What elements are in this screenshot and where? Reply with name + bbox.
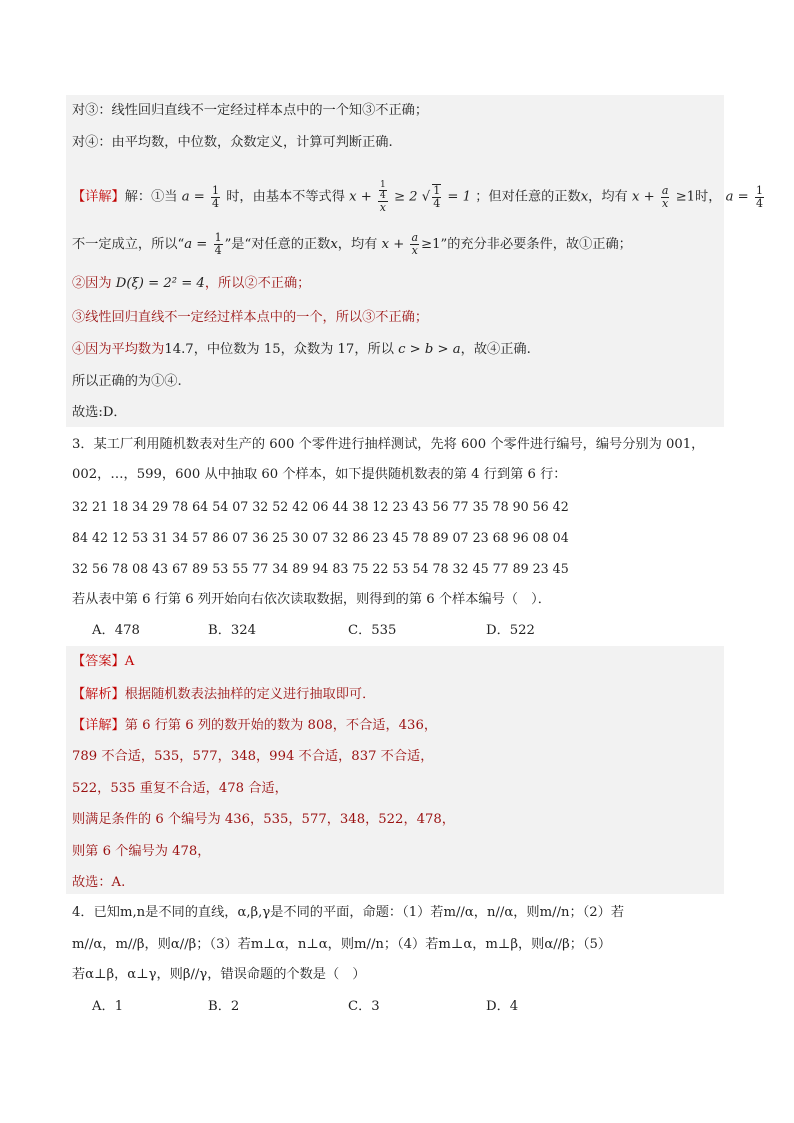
q4-stem-1: 4．已知m,n是不同的直线，α,β,γ是不同的平面，命题：（1）若m//α，n//α，则m//n；（2）若 xyxy=(72,905,625,920)
q4-option-c: C．3 xyxy=(348,999,380,1014)
solution-line-4: 对④：由平均数，中位数，众数定义，计算可判断正确. xyxy=(72,135,393,150)
math-x-2: x xyxy=(330,237,338,252)
fraction-one-quarter: $\frac{1}{4}$ xyxy=(212,183,220,210)
q3-random-row-6: 32 56 78 08 43 67 89 53 55 77 34 89 94 83 75 22 53 54 78 32 45 77 89 23 45 xyxy=(72,561,569,576)
math-mean: 14.7 xyxy=(164,342,194,357)
math-inequality: c > b > a xyxy=(398,342,461,357)
q4-option-d: D．4 xyxy=(486,999,519,1014)
q4-option-b: B．2 xyxy=(208,999,240,1014)
detail-tag: 【详解】 xyxy=(72,189,125,205)
math-variance: D(ξ) = 2² = 4 xyxy=(115,276,205,291)
q3-ask: 若从表中第 6 行第 6 列开始向右依次读取数据，则得到的第 6 个样本编号（ ）． xyxy=(72,592,551,607)
q3-analysis xyxy=(72,686,375,704)
detail-line-3 xyxy=(72,275,310,293)
l6-text-b: ”是“对任意的正数 xyxy=(224,237,331,252)
q3-option-c: C．535 xyxy=(348,623,397,638)
detail-text-d: ，均有 xyxy=(588,189,628,205)
q3-detail-3: 522，535 重复不合适，478 合适， xyxy=(72,781,288,796)
q3-option-d: D．522 xyxy=(486,623,535,638)
math-a-eq-2: a = xyxy=(725,189,749,205)
q3-detail-tag: 【详解】 xyxy=(72,718,125,733)
math-eq1: = 1 xyxy=(447,189,472,205)
l9-text-a: ④因为平均数为 xyxy=(72,342,165,357)
l7-text-a: ②因为 xyxy=(72,276,112,291)
math-a-eq-3: a = xyxy=(184,237,208,252)
q3-stem-2: 002，…，599，600 从中抽取 60 个样本，如下提供随机数表的第 4 行到第 6 行： xyxy=(72,467,567,482)
q3-detail-1 xyxy=(72,717,437,735)
detail-line-7: 故选:D． xyxy=(72,405,127,420)
q3-answer: 【答案】A xyxy=(72,654,135,669)
q3-random-row-4: 32 21 18 34 29 78 64 54 07 32 52 42 06 44 38 12 23 43 56 77 35 78 90 56 42 xyxy=(72,499,569,514)
detail-line-1 xyxy=(72,180,766,214)
math-ge2: ≥ 2 xyxy=(393,189,418,205)
fraction-one-quarter-3: $\frac{1}{4}$ xyxy=(214,231,222,257)
fraction-a-over-x-2: $\frac{a}{x}$ xyxy=(411,231,419,257)
q4-stem-2: m//α，m//β，则α//β；（3）若m⊥α，n⊥α，则m//n；（4）若m⊥α，m⊥β，则α//β；（5） xyxy=(72,937,612,952)
math-x: x xyxy=(580,189,589,205)
fraction-quarter-over-x: 1 4 x xyxy=(379,180,386,214)
q3-detail-2: 789 不合适，535，577，348，994 不合适，837 不合适， xyxy=(72,749,434,764)
fraction-sqrt-quarter: $\frac{1}{4}$ xyxy=(433,184,441,210)
detail-line-5 xyxy=(72,341,531,359)
q3-random-row-5: 84 42 12 53 31 34 57 86 07 36 25 30 07 32 86 23 45 78 89 07 23 68 96 08 04 xyxy=(72,530,569,545)
math-a-eq: a = xyxy=(181,189,205,205)
detail-line-6: 所以正确的为①④. xyxy=(72,374,182,389)
q3-detail-6: 故选：A. xyxy=(72,875,126,890)
detail-text-e: ≥1时， xyxy=(675,189,722,205)
l7-text-b: ，所以②不正确； xyxy=(204,276,311,291)
detail-text-a: 解：①当 xyxy=(124,189,178,205)
math-x-plus: x + xyxy=(349,189,372,205)
q4-option-a: A．1 xyxy=(92,999,124,1014)
analysis-text: 根据随机数表法抽样的定义进行抽取即可． xyxy=(124,687,376,702)
math-x-plus-3: x + xyxy=(381,237,405,252)
l9-text-c: ，故④正确. xyxy=(460,342,531,357)
q3-option-b: B．324 xyxy=(208,623,257,638)
sqrt-symbol: √ xyxy=(421,189,431,205)
analysis-tag: 【解析】 xyxy=(72,687,125,702)
detail-line-4: ③线性回归直线不一定经过样本点中的一个，所以③不正确； xyxy=(72,310,429,325)
l6-text-a: 不一定成立，所以“ xyxy=(72,237,185,252)
q3-detail-4: 则满足条件的 6 个编号为 436，535，577，348，522，478， xyxy=(72,812,455,827)
math-x-plus-2: x + xyxy=(631,189,655,205)
detail-text-c: ；但对任意的正数 xyxy=(475,189,581,205)
solution-line-3: 对③：线性回归直线不一定经过样本点中的一个知③不正确； xyxy=(72,103,429,118)
q3-detail-text-1: 第 6 行第 6 列的数开始的数为 808，不合适，436， xyxy=(124,718,438,733)
l6-text-d: ≥1”的充分非必要条件，故①正确； xyxy=(421,237,632,252)
l9-text-b: ，中位数为 15，众数为 17，所以 xyxy=(193,342,394,357)
l6-text-c: ，均有 xyxy=(337,237,378,252)
fraction-one-quarter-2: $\frac{1}{4}$ xyxy=(755,183,763,210)
detail-text-b: 时，由基本不等式得 xyxy=(226,189,345,205)
q4-stem-3: 若α⊥β，α⊥γ，则β//γ，错误命题的个数是（ ） xyxy=(72,967,366,982)
q3-detail-5: 则第 6 个编号为 478， xyxy=(72,844,211,859)
q3-option-a: A．478 xyxy=(92,623,140,638)
fraction-a-over-x: $\frac{a}{x}$ xyxy=(661,183,669,210)
q3-stem-1: 3．某工厂利用随机数表对生产的 600 个零件进行抽样测试，先将 600 个零件进行编号，编号分别为 001， xyxy=(72,437,705,452)
detail-line-2 xyxy=(72,232,632,257)
